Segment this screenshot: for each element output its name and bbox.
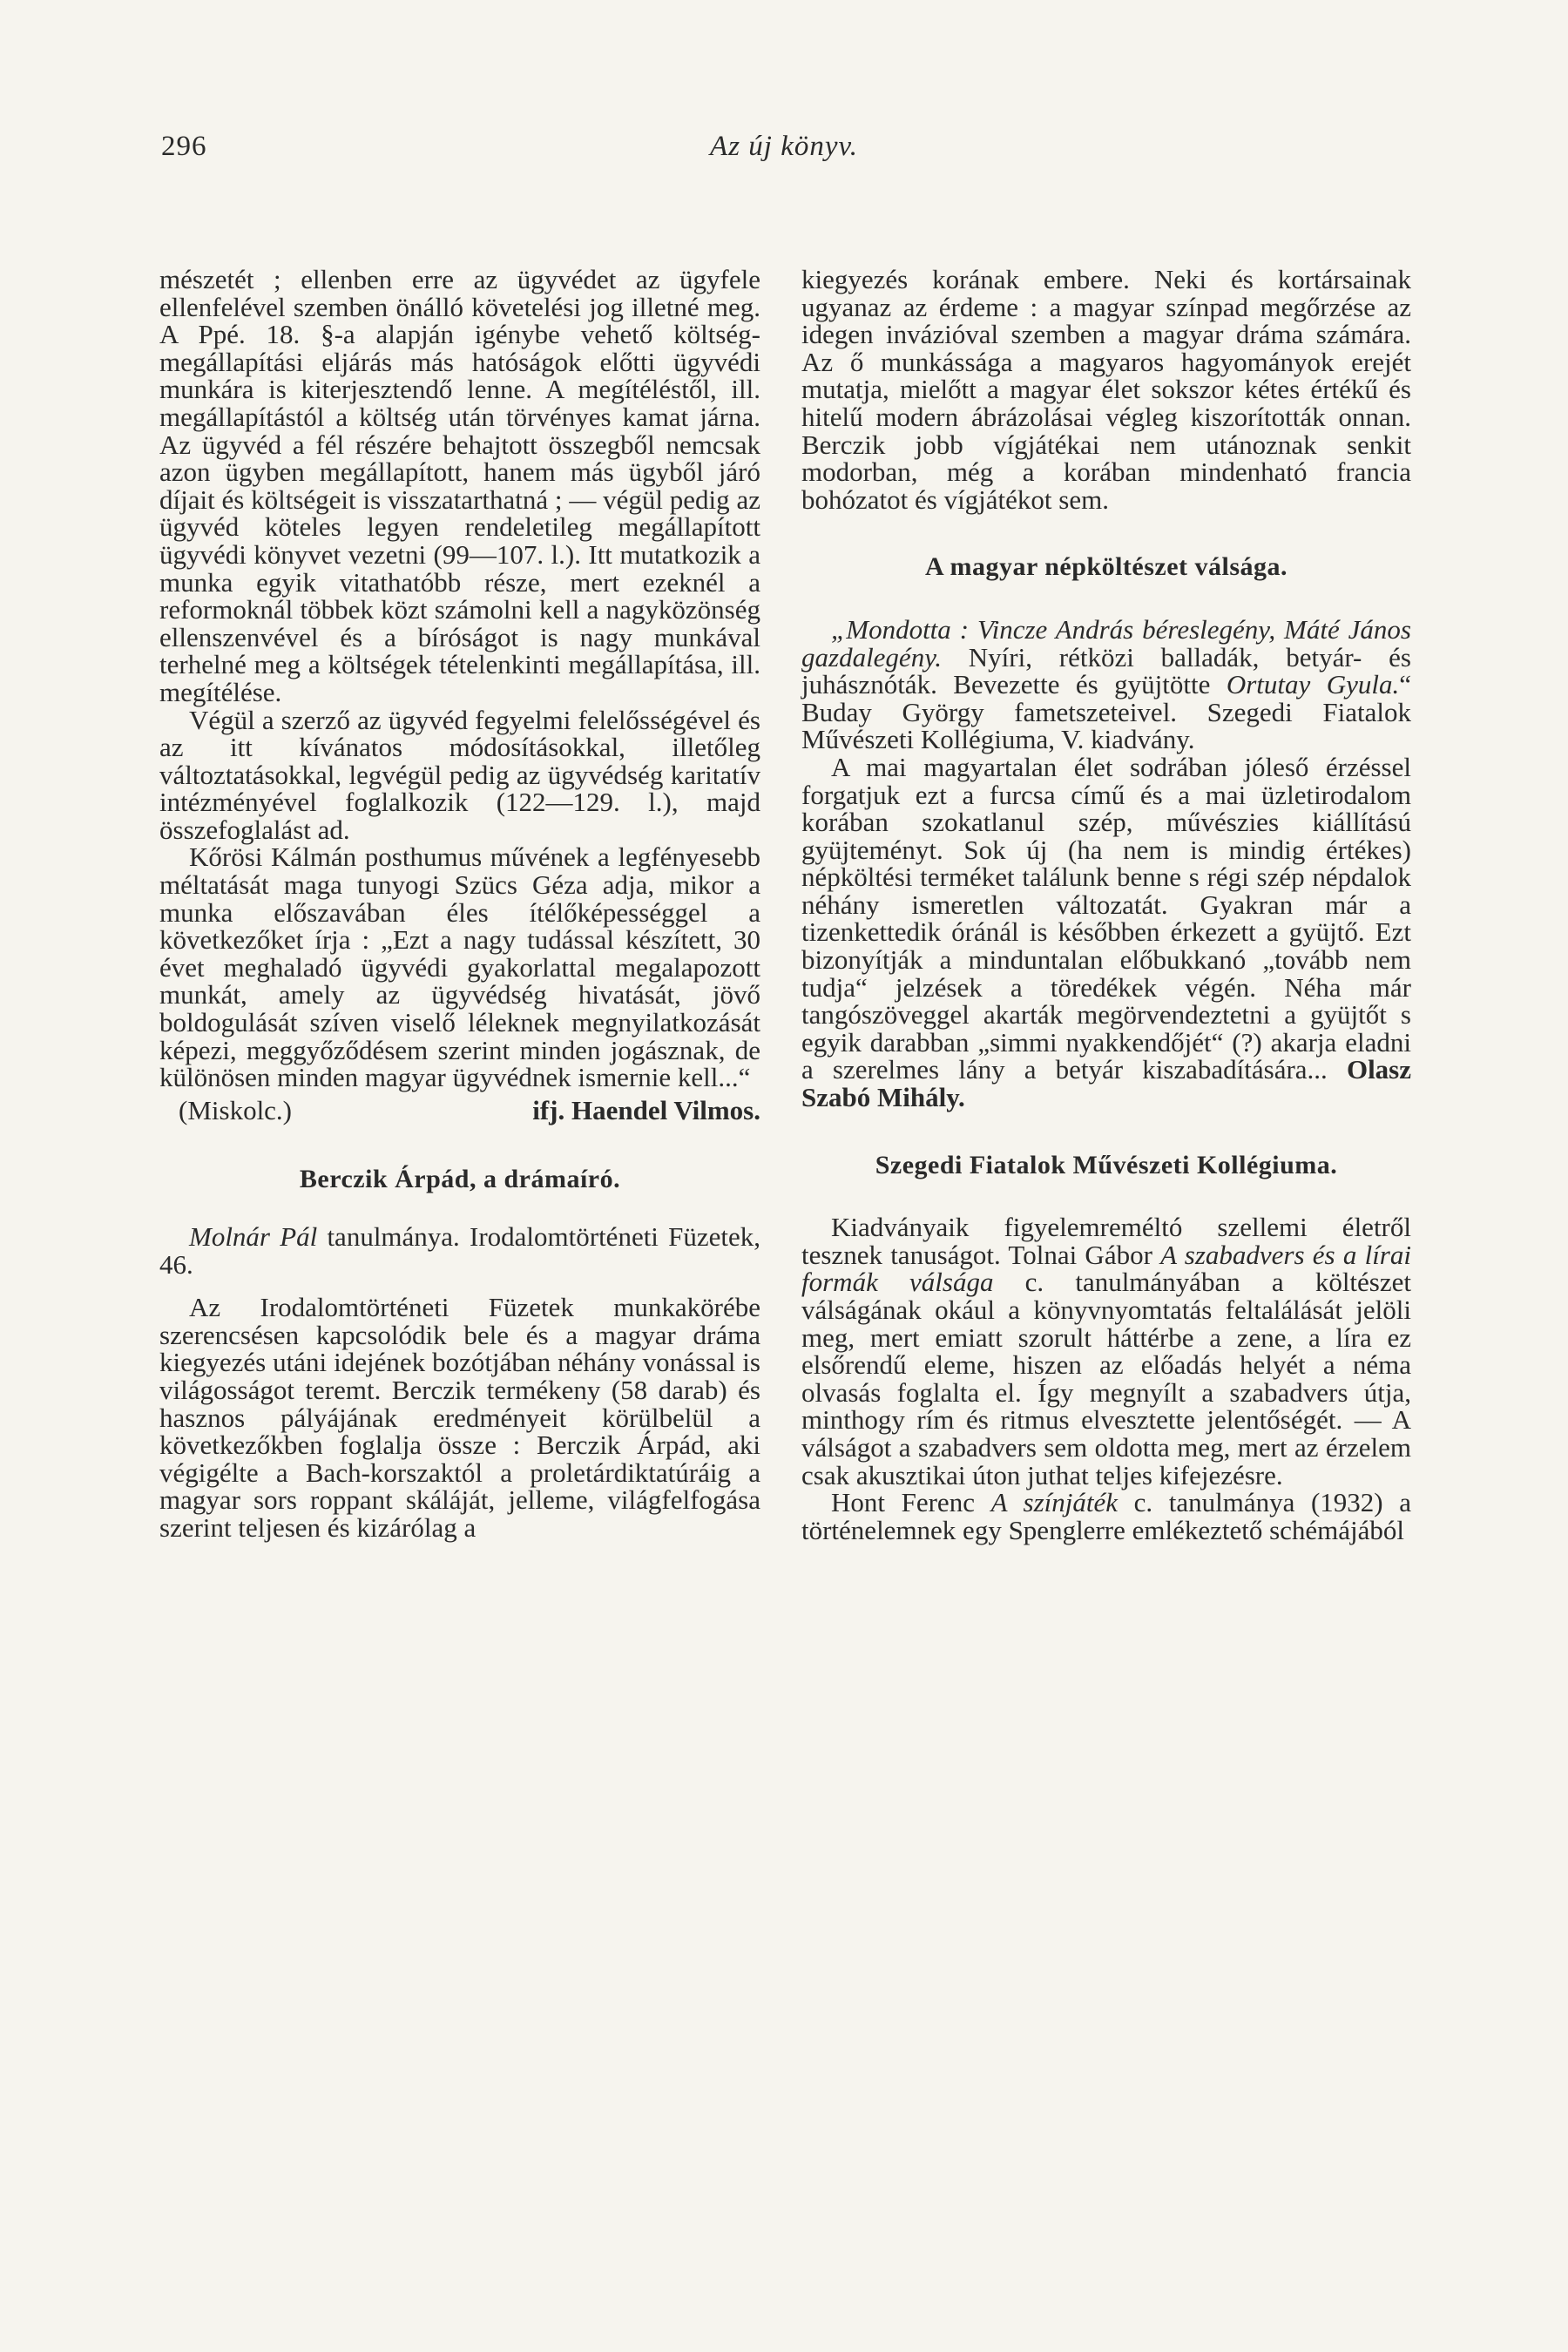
paragraph: Kőrösi Kálmán posthumus művének a legfényesebb méltatását maga tunyogi Szücs Géza adja, mikor a munka előszavában éles ítélőképességgel a következőket írja : „Ezt a nagy tudással készített, 30 évet meghaladó ügyvédi gyakorlattal megalapozott munkát, amely az ügyvédség hivatását, jövő boldogulását szíven viselő léleknek megnyilatkozását képezi, meggyőződésem szerint minden jogásznak, de különösen minden magyar ügyvédnek ismernie kell...“ [159,841,760,1093]
work-title: A szabadvers és a lírai formák válsága [801,1239,1411,1298]
source-author: Molnár Pál [189,1221,318,1252]
paragraph: mészetét ; ellenben erre az ügyvédet az ügyfele ellenfelével szemben önálló követelési jog illetné meg. A Ppé. 18. §-a alapján igénybe vehető költség-megállapítási eljárás más hatóságok előtti ügyvédi munkára is kiterjesztendő lenne. A megítéléstől, ill. megállapítástól a költség után törvényes kamat járna. Az ügyvéd a fél részére behajtott összegből nemcsak azon ügyben megállapított, hanem más ügyből járó díjait és költségeit is visszatarthatná ; — végül pedig az ügyvéd köteles legyen rendeletileg megállapított ügyvédi könyvet vezetni (99—107. l.). Itt mutatkozik a munka egyik vitathatóbb része, mert ezeknél a reformoknál többek közt számolni kell a nagyközönség ellenszenvével és a bíróságot is nagy munkával terhelné meg a költségek tételenkinti megállapítása, ill. megítélése. [159,264,760,707]
page-number: 296 [161,131,207,162]
page-header [161,131,1407,174]
paragraph [801,1213,1411,1489]
source-rest: tanulmánya. Irodalomtörténeti Füzetek, 46. [159,1221,760,1280]
paragraph: Végül a szerző az ügyvéd fegyelmi felelősségével és az itt kívánatos módosításokkal, illetőleg változtatásokkal, legvégül pedig az ügyvédség karitatív intézményével foglalkozik (122—129. l.), majd összefoglalást ad. [159,704,760,845]
source-end: “ Buday György fametszeteivel. Szegedi Fiatalok Művészeti Kollégiuma, V. kiadvány. [801,669,1411,755]
paragraph [801,751,1412,1113]
running-title: Az új könyv. [710,131,858,162]
section-heading: A magyar népköltészet válsága. [924,552,1288,582]
source-mid: Nyíri, rétközi balladák, betyár- és juhásznóták. Bevezette és gyüjtötte [801,641,1411,700]
signature-name: Olasz Szabó Mihály. [801,1054,1412,1113]
signature-place: (Miskolc.) [179,1094,293,1125]
paragraph [801,1489,1411,1544]
source-line [801,613,1411,755]
review-signature [159,1094,760,1125]
left-column [159,266,760,1542]
source-collector: Ortutay Gyula. [1226,669,1400,700]
paragraph: Az Irodalomtörténeti Füzetek munkakörébe szerencsésen kapcsolódik bele és a magyar dráma kiegyezés utáni idejének bozótjában néhány vonással is világosságot teremt. Berczik termékeny (58 darab) és hasznos pályájának eredményeit körülbelül a következőkben foglalja össze : Berczik Árpád, aki végigélte a Bach-korszaktól a proletárdiktatúráig a magyar sors roppant skáláját, jelleme, világfelfogása szerint teljesen és kizárólag a [159,1292,760,1543]
paragraph: kiegyezés korának embere. Neki és kortársainak ugyanaz az érdeme : a magyar színpad megőrzése az idegen invázióval szemben a magyar dráma számára. Az ő munkássága a magyaros hagyományok erejét mutatja, mielőtt a magyar élet sokszor kétes értékű és hitelű modern ábrázolásai végleg kiszorították onnan. Berczik jobb vígjátékai nem utánoznak senkit modorban, még a korában mindenható francia bohózatot és vígjátékot sem. [801,264,1411,515]
paragraph-text: c. tanulmányában a költészet válságának okául a könyvnyomtatás feltalálását jelöli meg, mert emiatt szorult háttérbe a zene, a líra ez elsőrendű eleme, hiszen az előadás helyét a néma olvasás foglalta el. Így megnyílt a szabadvers útja, minthogy rím és ritmus elvesztette jelentőségét. — A válságot a szabadvers sem oldotta meg, mert az érzelem csak akusztikai úton juthat teljes kifejezésre. [801,1267,1412,1490]
paragraph-text: Kiadványaik figyelemreméltó szellemi életről tesznek tanuságot. Tolnai Gábor [801,1212,1411,1270]
right-column [801,266,1411,1544]
source-title: „Mondotta : Vincze András béreslegény, Máté János gazdalegény. [801,613,1411,672]
paragraph-text: A mai magyartalan élet sodrában jóleső érzéssel forgatjuk ezt a furcsa című és a mai üzletirodalom korában szokatlanul szép, művészies kiállítású gyüjteményt. Sok új (ha nem is mindig értékes) népköltési terméket találunk benne s régi szép népdalok néhány ismeretlen változatát. Gyakran már a tizenkettedik óránál is későbben érkezett a gyüjtő. Ezt bizonyítják a minduntalan előbukkanó „tovább nem tudja“ jelzések a töredékek végén. Néha már tangószöveggel akarták megörvendeztetni a gyüjtőt s egyik darabban „simmi nyakkendőjét“ (?) akarja eladni a szerelmes lány a betyár kiszabadítására... [801,751,1411,1085]
paragraph-text: Hont Ferenc [831,1487,991,1518]
paragraph-text: c. tanulmánya (1932) a történelemnek egy Spenglerre emlékeztető schémájából [801,1487,1411,1545]
section-heading: Berczik Árpád, a drámaíró. [299,1165,621,1194]
signature-name: ifj. Haendel Vilmos. [532,1094,760,1125]
section-heading: Szegedi Fiatalok Művészeti Kollégiuma. [875,1150,1338,1179]
work-title: A színjáték [990,1487,1119,1518]
source-line [159,1223,760,1278]
